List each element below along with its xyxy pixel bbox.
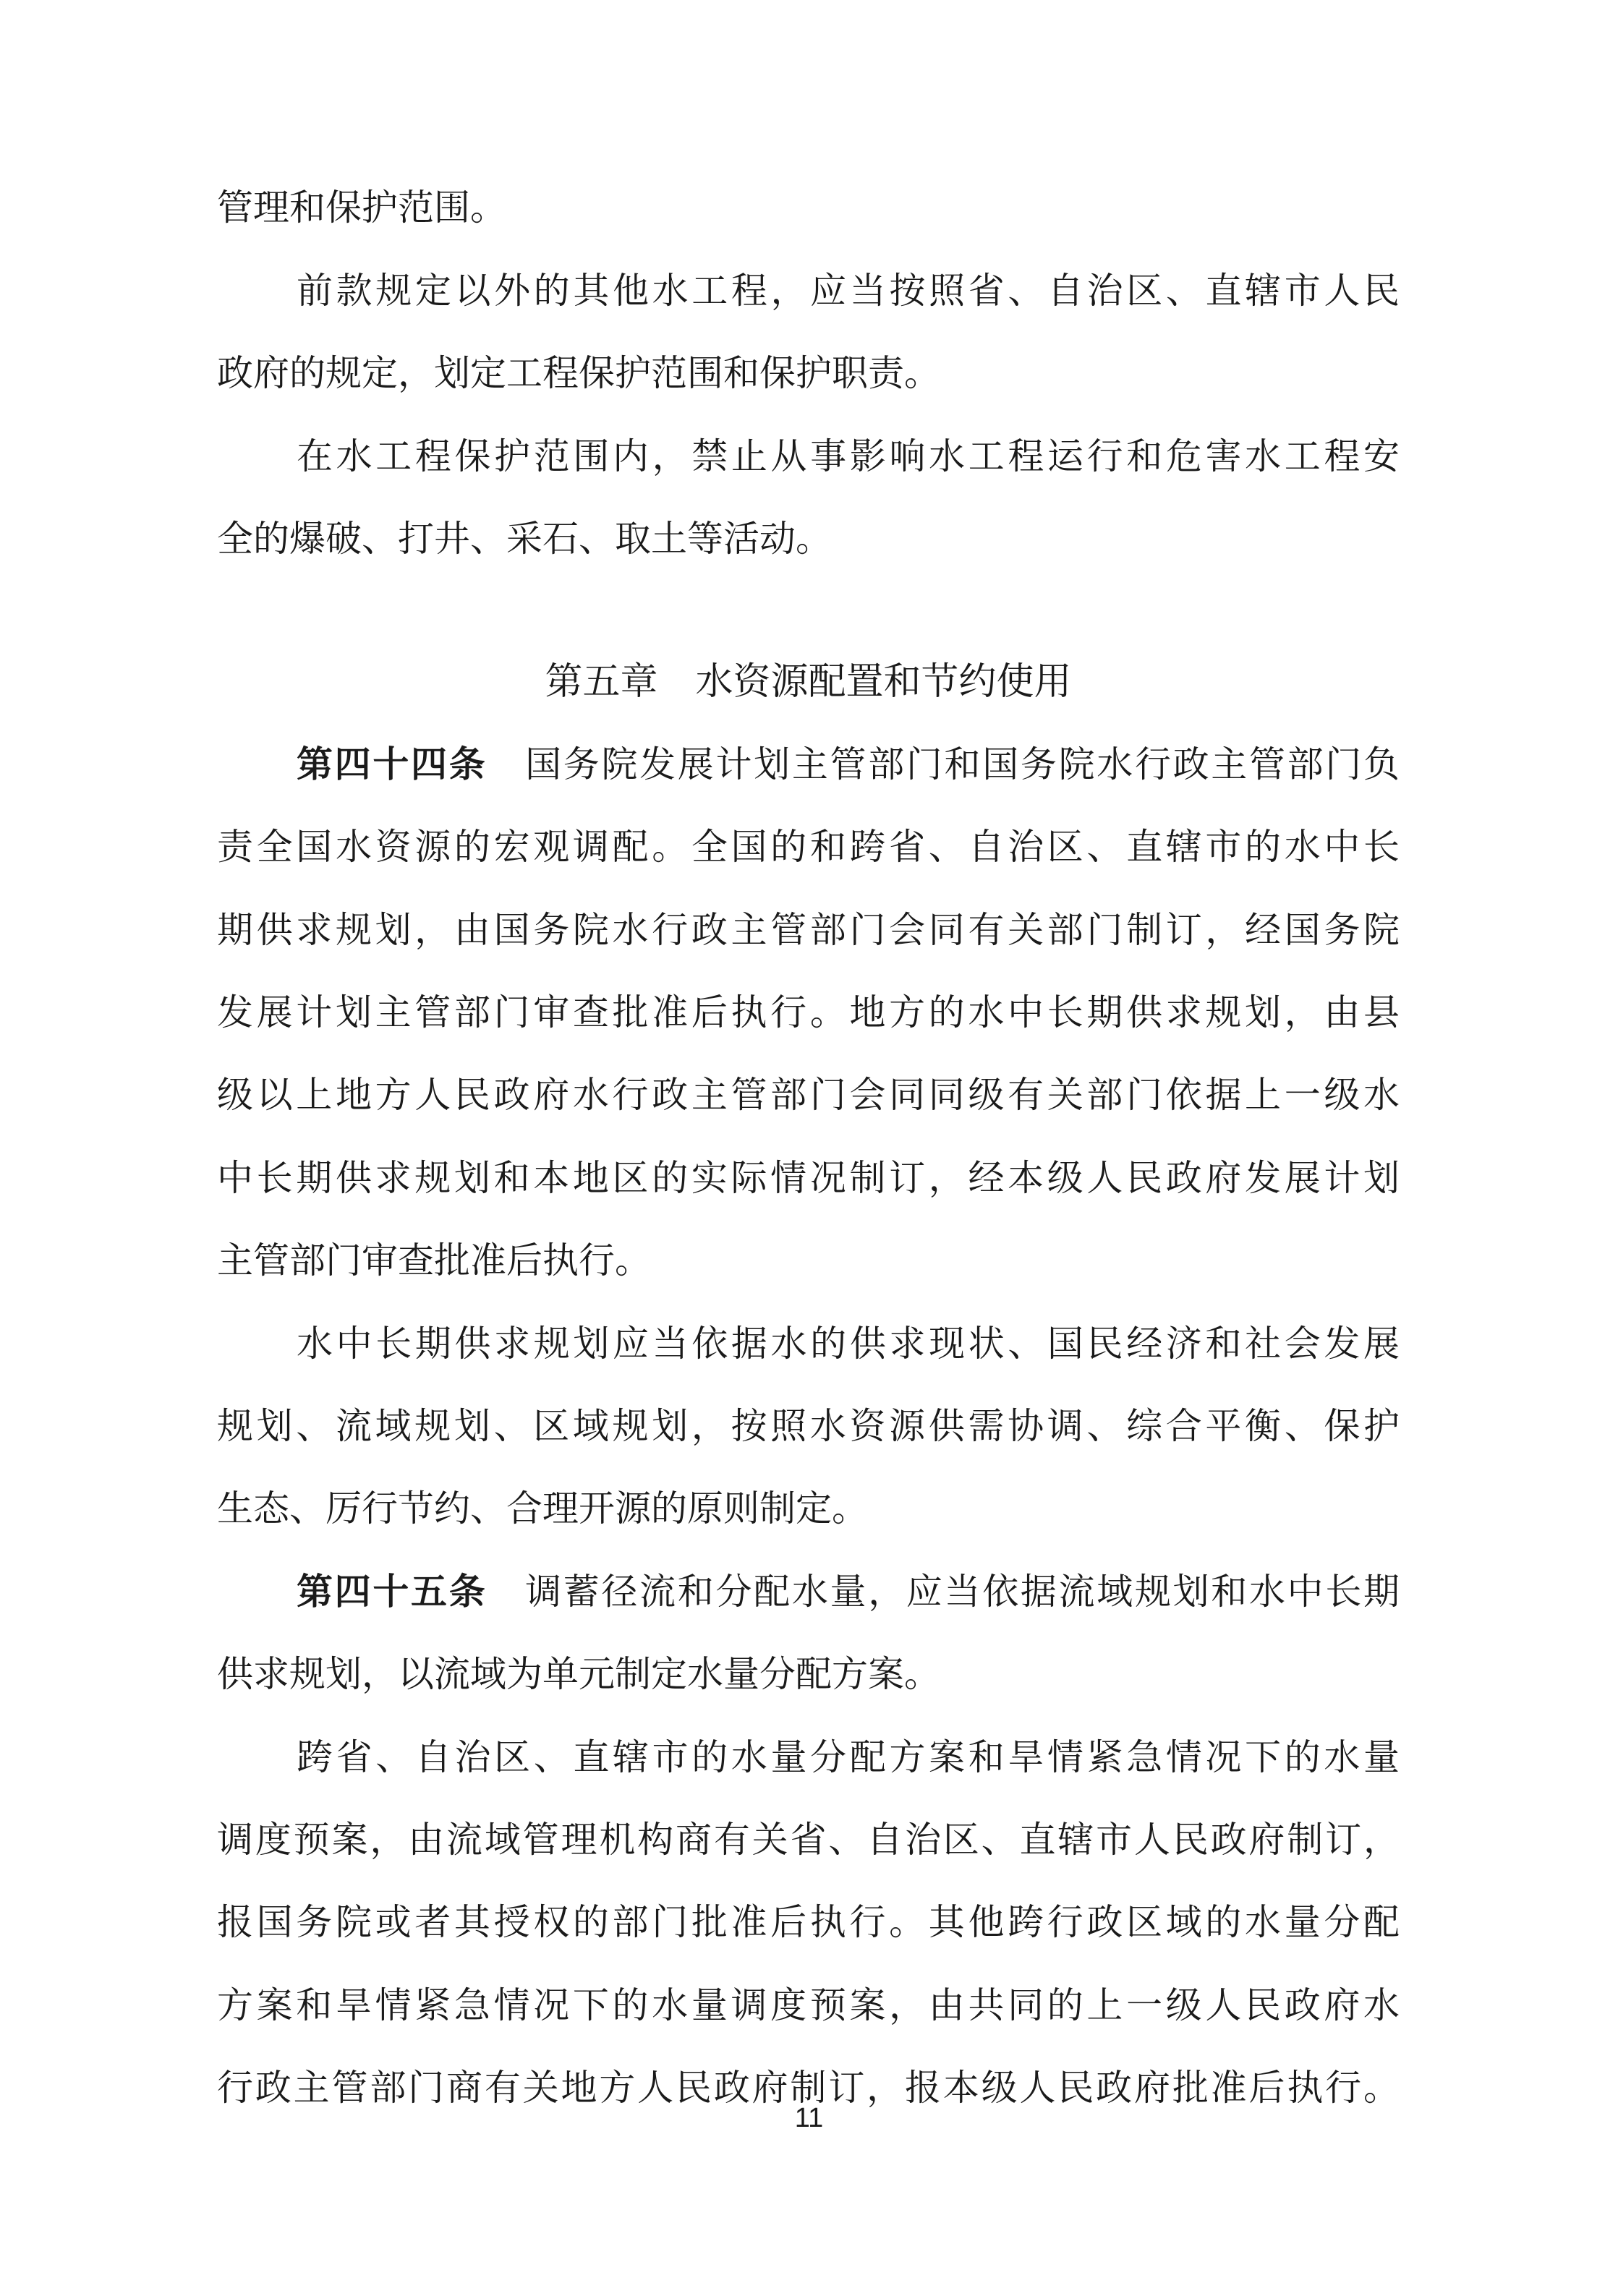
paragraph-line: 供求规划，以流域为单元制定水量分配方案。	[217, 1653, 940, 1695]
article-45-first-line	[297, 1552, 1400, 1631]
paragraph-line: 生态、厉行节约、合理开源的原则制定。	[217, 1488, 868, 1529]
paragraph-line: 在水工程保护范围内，禁止从事影响水工程运行和危害水工程安	[297, 435, 1400, 477]
article-45-separator	[487, 1571, 525, 1613]
paragraph-line: 中长期供求规划和本地区的实际情况制订，经本级人民政府发展计划	[217, 1157, 1400, 1199]
article-45-first-line-text: 调蓄径流和分配水量，应当依据流域规划和水中长期	[525, 1571, 1400, 1613]
paragraph-line: 管理和保护范围。	[217, 187, 506, 229]
article-45-label: 第四十五条	[297, 1571, 487, 1613]
article-44-label: 第四十四条	[297, 743, 487, 785]
paragraph-line: 规划、流域规划、区域规划，按照水资源供需协调、综合平衡、保护	[217, 1405, 1400, 1447]
paragraph-line: 报国务院或者其授权的部门批准后执行。其他跨行政区域的水量分配	[217, 1901, 1400, 1943]
paragraph-line: 前款规定以外的其他水工程，应当按照省、自治区、直辖市人民	[297, 270, 1400, 312]
article-44-separator	[487, 743, 525, 785]
page-number: 11	[794, 2103, 824, 2133]
article-44-first-line-text: 国务院发展计划主管部门和国务院水行政主管部门负	[525, 743, 1400, 785]
paragraph-line: 行政主管部门商有关地方人民政府制订，报本级人民政府批准后执行。	[217, 2067, 1400, 2109]
paragraph-line: 政府的规定，划定工程保护范围和保护职责。	[217, 352, 940, 394]
paragraph-line: 主管部门审查批准后执行。	[217, 1239, 651, 1281]
paragraph-line: 跨省、自治区、直辖市的水量分配方案和旱情紧急情况下的水量	[297, 1736, 1400, 1778]
paragraph-line: 水中长期供求规划应当依据水的供求现状、国民经济和社会发展	[297, 1323, 1400, 1365]
paragraph-line: 级以上地方人民政府水行政主管部门会同同级有关部门依据上一级水	[217, 1074, 1400, 1116]
paragraph-line: 期供求规划，由国务院水行政主管部门会同有关部门制订，经国务院	[217, 909, 1400, 951]
paragraph-line: 发展计划主管部门审查批准后执行。地方的水中长期供求规划，由县	[217, 991, 1400, 1033]
paragraph-line: 全的爆破、打井、采石、取土等活动。	[217, 518, 832, 560]
paragraph-line: 方案和旱情紧急情况下的水量调度预案，由共同的上一级人民政府水	[217, 1984, 1400, 2026]
paragraph-line: 责全国水资源的宏观调配。全国的和跨省、自治区、直辖市的水中长	[217, 826, 1400, 868]
paragraph-line: 调度预案，由流域管理机构商有关省、自治区、直辖市人民政府制订，	[217, 1819, 1400, 1861]
chapter-heading: 第五章 水资源配置和节约使用	[545, 660, 1072, 704]
article-44-first-line	[297, 725, 1400, 804]
